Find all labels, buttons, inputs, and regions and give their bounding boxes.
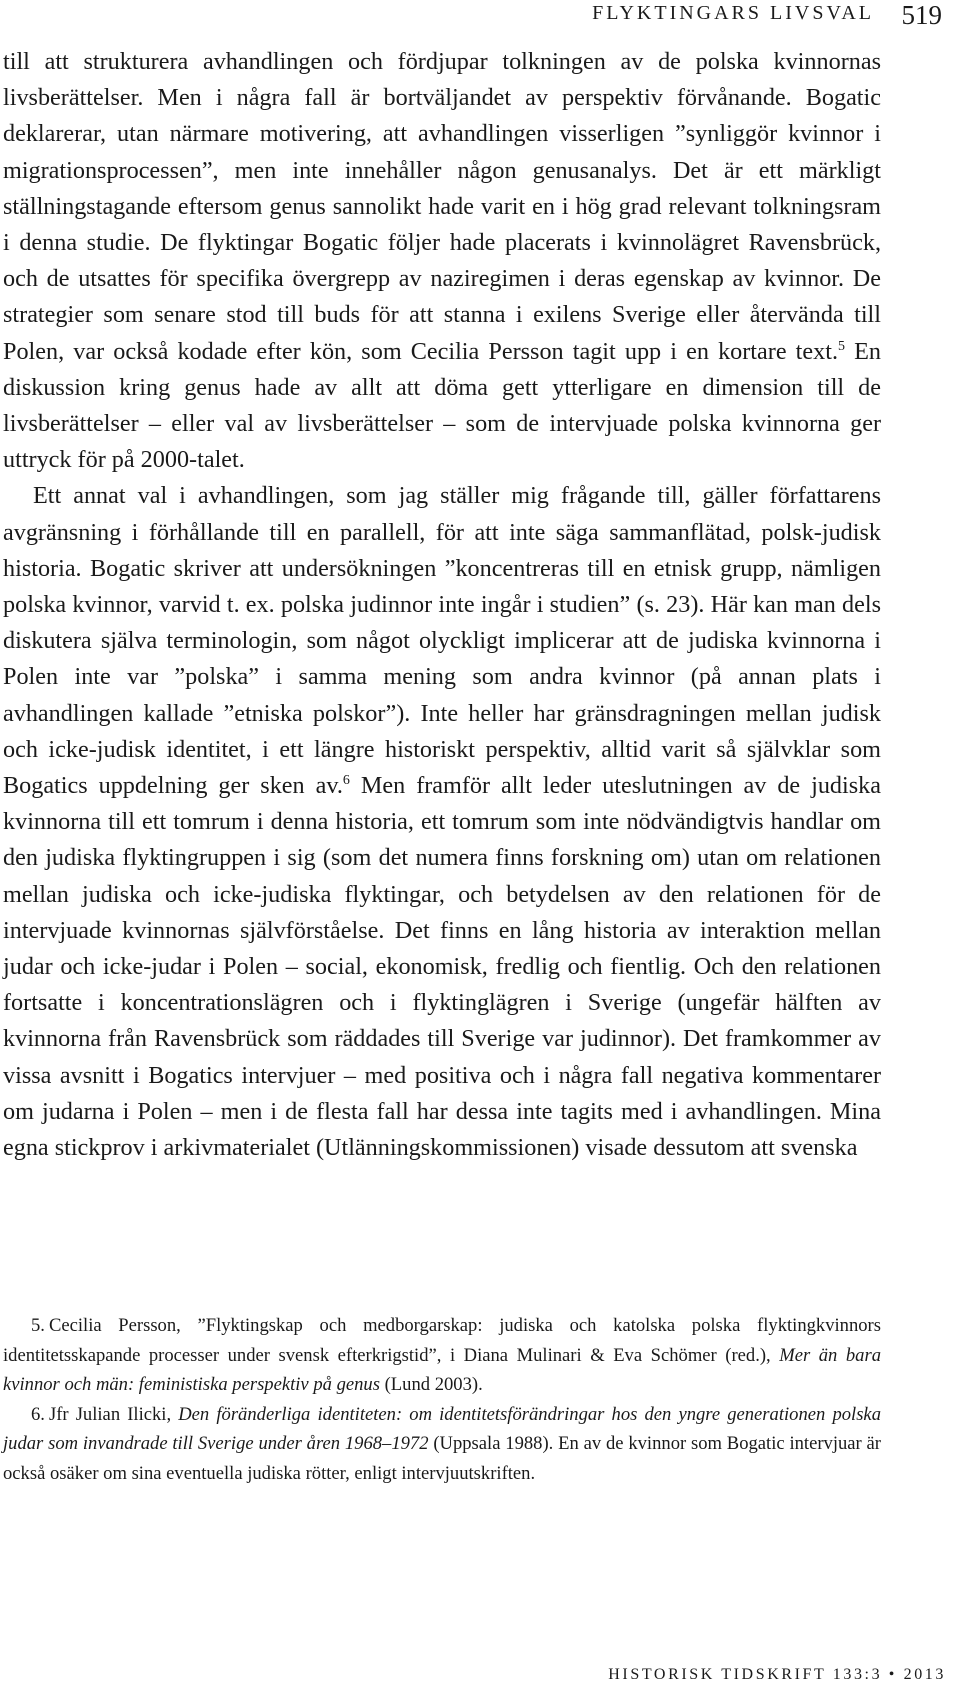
paragraph-text: Ett annat val i avhandlingen, som jag ställer mig frågande till, gäller författarens avgränsning i förhållande till en parallell, för att inte säga sammanflätad, polsk-judisk historia. Bogatic skriver att undersökningen ”koncentreras till en etnisk grupp, nämligen polska kvinnor, varvid t. ex. polska judinnor inte ingår i studien” (s. 23). Här kan man dels diskutera själva terminologin, som något olyckligt implicerar att de judiska kvinnorna i Polen inte var ”polska” i samma mening som andra kvinnor (på annan plats i avhandlingen kallade ”etniska polskor”). Inte heller har gränsdragningen mellan judisk och icke-judisk identitet, i ett längre historiskt perspektiv, alltid varit så självklar som Bogatics uppdelning ger sken av. bbox=[3, 482, 881, 800]
footnote-title: Den föränderliga identiteten: om identitetsförändringar hos den yngre generationen polska judar som invandrade till Sverige under åren 1968–1972 bbox=[3, 1403, 881, 1454]
body-paragraph bbox=[3, 478, 881, 1166]
footnote-text: (Uppsala 1988). En av de kvinnor som Bogatic intervjuar är också osäker om sina eventuella judiska rötter, enligt intervjuutskriften. bbox=[3, 1433, 882, 1484]
footnote-number: 5. bbox=[31, 1315, 45, 1336]
footnote-6 bbox=[3, 1400, 881, 1489]
running-head: FLYKTINGARS LIVSVAL bbox=[592, 2, 874, 24]
footnote-ref-5[interactable]: 5 bbox=[838, 338, 845, 354]
footnote-text: Cecilia Persson, ”Flyktingskap och medborgarskap: judiska och katolska polska flyktingkvinnors identitetsskapande processer under svensk efterkrigstid”, i Diana Mulinari & Eva Schömer (red.), bbox=[3, 1315, 881, 1366]
journal-footer: HISTORISK TIDSKRIFT 133:3 • 2013 bbox=[608, 1666, 946, 1683]
article-body bbox=[3, 44, 881, 1166]
footnote-5 bbox=[3, 1311, 881, 1400]
footnote-text: Jfr Julian Ilicki, bbox=[48, 1403, 179, 1425]
paragraph-text: En diskussion kring genus hade av allt att döma gett ytterligare en dimension till de livsberättelser – eller val av livsberättelser – som de intervjuade polska kvinnorna ger uttryck för på 2000-talet. bbox=[3, 337, 881, 474]
footnote-number: 6. bbox=[31, 1403, 45, 1425]
page-header bbox=[0, 0, 960, 34]
paragraph-text: till att strukturera avhandlingen och fördjupar tolkningen av de polska kvinnornas livsberättelser. Men i några fall är bortväljandet av perspektiv förvånande. Bogatic deklarerar, utan närmare motivering, att avhandlingen visserligen ”synliggör kvinnor i migrationsprocessen”, men inte innehåller någon genusanalys. Det är ett märkligt ställningstagande eftersom genus sannolikt hade varit en i hög grad relevant tolkningsram i denna studie. De flyktingar Bogatic följer hade placerats i kvinnolägret Ravensbrück, och de utsattes för specifika övergrepp av naziregimen i deras egenskap av kvinnor. De strategier som senare stod till buds för att stanna i exilens Sverige eller återvända till Polen, var också kodade efter kön, som Cecilia Persson tagit upp i en kortare text. bbox=[3, 48, 881, 365]
footnote-title: Mer än bara kvinnor och män: feministiska perspektiv på genus bbox=[3, 1344, 882, 1395]
footnote-ref-6[interactable]: 6 bbox=[342, 773, 350, 789]
paragraph-text: Men framför allt leder uteslutningen av de judiska kvinnorna till ett tomrum i denna historia, ett tomrum som inte nödvändigtvis handlar om den judiska flyktingruppen i sig (som det numera finns forskning om) utan om relationen mellan judiska och icke-judiska flyktingar, och betydelsen av den relationen för de intervjuade kvinnornas självförståelse. Det finns en lång historia av interaktion mellan judar och icke-judar i Polen – social, ekonomisk, fredlig och fientlig. Och den relationen fortsatte i koncentrationslägren och i flyktinglägren i Sverige (ungefär hälften av kvinnorna från Ravensbrück som räddades till Sverige var judinnor). Det framkommer av vissa avsnitt i Bogatics intervjuer – med positiva och i några fall negativa kommentarer om judarna i Polen – men i de flesta fall har dessa inte tagits med i avhandlingen. Mina egna stickprov i arkivmaterialet (Utlänningskommissionen) visade dessutom att svenska bbox=[3, 772, 881, 1162]
body-paragraph bbox=[3, 44, 881, 478]
footnote-text: (Lund 2003). bbox=[379, 1374, 483, 1395]
page-number: 519 bbox=[901, 0, 942, 30]
footnotes bbox=[3, 1311, 881, 1488]
